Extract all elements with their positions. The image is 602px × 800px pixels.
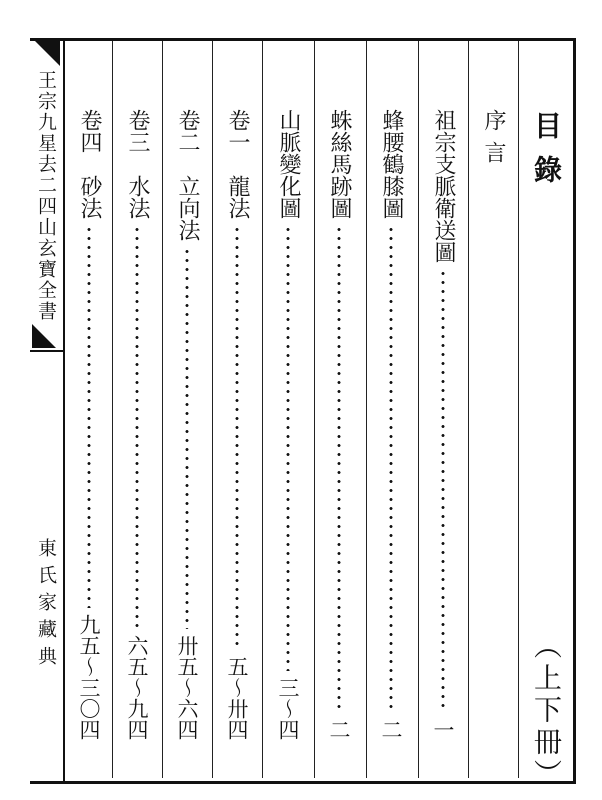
entry-label: 山脈變化圖 (276, 109, 301, 219)
toc-entry-row (212, 41, 262, 778)
entry-page: 九五～三〇四 (77, 614, 101, 740)
toc-title: 目錄 (530, 111, 563, 199)
leader-dots (120, 225, 154, 629)
toc-entry (322, 109, 356, 740)
entry-page: 二 (327, 719, 351, 740)
toc-entry (426, 109, 460, 740)
entry-page: 六五～九四 (125, 635, 149, 740)
toc-entry-row (112, 41, 162, 778)
leader-dots (322, 225, 356, 713)
toc-entry-row (418, 41, 468, 778)
toc-entry (220, 109, 254, 740)
entry-volume: 卷一 (225, 109, 250, 153)
entry-page: 卅五～六四 (175, 635, 199, 740)
entry-page: 三～四 (276, 677, 300, 740)
toc-entry-row (263, 41, 313, 778)
leader-dots (426, 269, 460, 713)
entry-label: 龍法 (225, 175, 250, 219)
toc-entry-preface (468, 41, 518, 778)
leader-dots (72, 225, 106, 608)
entry-volume: 卷四 (77, 109, 102, 153)
leader-dots (170, 247, 204, 629)
entry-volume: 卷二 (175, 109, 200, 153)
toc-entry (170, 109, 204, 740)
spine-corner-top (32, 38, 60, 66)
toc-entry (271, 109, 305, 740)
entry-page: 五～卅四 (225, 656, 249, 740)
toc-entry (120, 109, 154, 740)
toc-entry (72, 109, 106, 740)
toc-entry-row (366, 41, 416, 778)
book-spine (30, 38, 65, 781)
entry-volume: 卷三 (125, 109, 150, 153)
toc-entry-row (314, 41, 364, 778)
entry-page: 一 (431, 719, 455, 740)
entry-label: 立向法 (175, 175, 200, 241)
spine-corner-bottom (32, 324, 56, 348)
leader-dots (271, 225, 305, 671)
column-divider (518, 41, 519, 778)
spine-divider (30, 350, 63, 352)
entry-label: 蛛絲馬跡圖 (327, 109, 352, 219)
toc-title-column (520, 41, 572, 791)
leader-dots (220, 225, 254, 650)
entry-label: 水法 (125, 175, 150, 219)
toc-subtitle: （上下冊） (530, 631, 563, 791)
toc-entry (476, 109, 510, 740)
toc-entry-row (162, 41, 212, 778)
leader-dots (374, 225, 408, 713)
spine-publisher: 東氏家藏典 (35, 538, 57, 673)
entry-label: 祖宗支脈衛送圖 (431, 109, 456, 263)
entry-label: 蜂腰鶴膝圖 (379, 109, 404, 219)
toc-entry-row (64, 41, 114, 778)
spine-title: 王宗九星去二四山玄寶全書 (35, 70, 57, 322)
entry-label: 序言 (481, 109, 506, 173)
toc-entry (374, 109, 408, 740)
entry-page: 二 (379, 719, 403, 740)
entry-label: 砂法 (77, 175, 102, 219)
